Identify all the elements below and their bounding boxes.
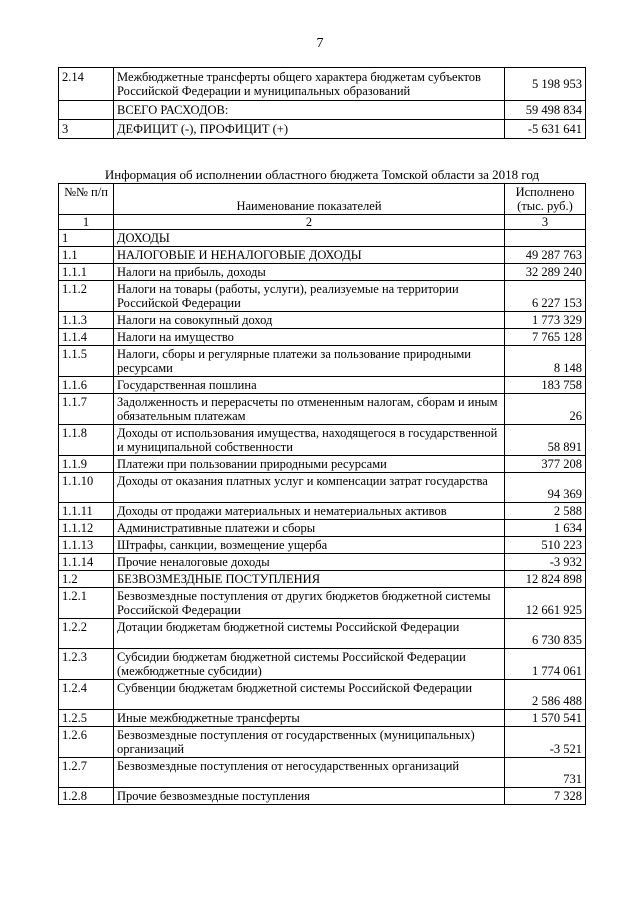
row-value: 49 287 763: [505, 247, 586, 264]
header-number: №№ п/п: [59, 184, 114, 215]
row-number: 1.2.5: [59, 710, 114, 727]
page-number: 7: [316, 36, 324, 51]
row-name: Административные платежи и сборы: [114, 520, 505, 537]
table-row: [59, 554, 586, 571]
table-row: [59, 571, 586, 588]
header-value: Исполнено (тыс. руб.): [505, 184, 586, 215]
row-value: 7 765 128: [505, 329, 586, 346]
row-value: 377 208: [505, 456, 586, 473]
row-number: 1.1.12: [59, 520, 114, 537]
row-value: 6 730 835: [505, 619, 586, 649]
row-value: 1 774 061: [505, 649, 586, 680]
row-name: Задолженность и перерасчеты по отмененным налогам, сборам и иным обязательным платежам: [114, 394, 505, 425]
row-name: Налоги на товары (работы, услуги), реализуемые на территории Российской Федерации: [114, 281, 505, 312]
table-title: Информация об исполнении областного бюджета Томской области за 2018 год: [104, 167, 540, 182]
row-value: 1 773 329: [505, 312, 586, 329]
table-row: [59, 503, 586, 520]
row-value: -3 521: [505, 727, 586, 758]
row-value: 6 227 153: [505, 281, 586, 312]
row-value: 1 634: [505, 520, 586, 537]
row-number: 1.2.6: [59, 727, 114, 758]
row-value: -3 932: [505, 554, 586, 571]
table-row: [59, 788, 586, 805]
column-number: 3: [505, 215, 586, 230]
row-number: [59, 101, 114, 120]
row-name: Налоги на прибыль, доходы: [114, 264, 505, 281]
row-value: 26: [505, 394, 586, 425]
row-value: 7 328: [505, 788, 586, 805]
row-number: 1.1.4: [59, 329, 114, 346]
row-number: 1.2.1: [59, 588, 114, 619]
row-number: 1.1.8: [59, 425, 114, 456]
row-number: 1.2.8: [59, 788, 114, 805]
row-number: 2.14: [59, 68, 114, 101]
row-number: 1.1.14: [59, 554, 114, 571]
row-name: Безвозмездные поступления от государственных (муниципальных) организаций: [114, 727, 505, 758]
row-value: 8 148: [505, 346, 586, 377]
table-row: [59, 680, 586, 710]
table-row: [59, 588, 586, 619]
row-number: 1.2.7: [59, 758, 114, 788]
row-value: 32 289 240: [505, 264, 586, 281]
row-number: 1: [59, 230, 114, 247]
row-name: ВСЕГО РАСХОДОВ:: [114, 101, 505, 120]
row-value: 1 570 541: [505, 710, 586, 727]
table-row: [59, 247, 586, 264]
row-name: ДОХОДЫ: [114, 230, 505, 247]
row-name: Дотации бюджетам бюджетной системы Российской Федерации: [114, 619, 505, 649]
row-name: Государственная пошлина: [114, 377, 505, 394]
row-name: БЕЗВОЗМЕЗДНЫЕ ПОСТУПЛЕНИЯ: [114, 571, 505, 588]
row-name: Иные межбюджетные трансферты: [114, 710, 505, 727]
table-row: [59, 230, 586, 247]
table-header: [59, 184, 586, 215]
row-value: 58 891: [505, 425, 586, 456]
row-number: 1.1: [59, 247, 114, 264]
row-value: 183 758: [505, 377, 586, 394]
row-number: 1.2.2: [59, 619, 114, 649]
table-row: [59, 120, 586, 139]
row-value: 2 588: [505, 503, 586, 520]
row-name: Межбюджетные трансферты общего характера бюджетам субъектов Российской Федерации и муниципальных образований: [114, 68, 505, 101]
row-value: 94 369: [505, 473, 586, 503]
budget-execution-table: [58, 183, 586, 805]
table-row: [59, 346, 586, 377]
row-number: 1.2: [59, 571, 114, 588]
row-number: 1.1.3: [59, 312, 114, 329]
row-number: 1.2.3: [59, 649, 114, 680]
table-row: [59, 425, 586, 456]
row-number: 1.1.13: [59, 537, 114, 554]
row-name: НАЛОГОВЫЕ И НЕНАЛОГОВЫЕ ДОХОДЫ: [114, 247, 505, 264]
column-number: 1: [59, 215, 114, 230]
row-name: Налоги на совокупный доход: [114, 312, 505, 329]
row-value: 2 586 488: [505, 680, 586, 710]
table-row: [59, 329, 586, 346]
table-row: [59, 520, 586, 537]
row-name: Доходы от использования имущества, находящегося в государственной и муниципальной собственности: [114, 425, 505, 456]
row-number: 1.1.7: [59, 394, 114, 425]
table-row: [59, 377, 586, 394]
row-name: Субсидии бюджетам бюджетной системы Российской Федерации (межбюджетные субсидии): [114, 649, 505, 680]
row-value: [505, 230, 586, 247]
row-name: Прочие неналоговые доходы: [114, 554, 505, 571]
row-value: 12 824 898: [505, 571, 586, 588]
row-value: 59 498 834: [505, 101, 586, 120]
row-value: 12 661 925: [505, 588, 586, 619]
row-number: 3: [59, 120, 114, 139]
row-number: 1.2.4: [59, 680, 114, 710]
table-row: [59, 710, 586, 727]
row-name: Налоги на имущество: [114, 329, 505, 346]
row-number: 1.1.5: [59, 346, 114, 377]
expenses-summary-table: [58, 67, 586, 139]
row-number: 1.1.2: [59, 281, 114, 312]
row-value: 731: [505, 758, 586, 788]
row-name: Субвенции бюджетам бюджетной системы Российской Федерации: [114, 680, 505, 710]
row-number: 1.1.1: [59, 264, 114, 281]
row-number: 1.1.10: [59, 473, 114, 503]
row-value: 5 198 953: [505, 68, 586, 101]
header-name: Наименование показателей: [114, 184, 505, 215]
row-name: Платежи при пользовании природными ресурсами: [114, 456, 505, 473]
row-name: Безвозмездные поступления от других бюджетов бюджетной системы Российской Федерации: [114, 588, 505, 619]
row-number: 1.1.9: [59, 456, 114, 473]
table-row: [59, 264, 586, 281]
row-value: -5 631 641: [505, 120, 586, 139]
table-row: [59, 68, 586, 101]
table-row: [59, 649, 586, 680]
table-row: [59, 727, 586, 758]
table-row: [59, 619, 586, 649]
table-row: [59, 473, 586, 503]
table-row: [59, 537, 586, 554]
table-row: [59, 101, 586, 120]
row-name: Безвозмездные поступления от негосударственных организаций: [114, 758, 505, 788]
row-name: Доходы от продажи материальных и нематериальных активов: [114, 503, 505, 520]
row-name: Штрафы, санкции, возмещение ущерба: [114, 537, 505, 554]
row-value: 510 223: [505, 537, 586, 554]
table-row: [59, 758, 586, 788]
table-row: [59, 281, 586, 312]
table-row: [59, 456, 586, 473]
row-number: 1.1.6: [59, 377, 114, 394]
column-number: 2: [114, 215, 505, 230]
row-name: Доходы от оказания платных услуг и компенсации затрат государства: [114, 473, 505, 503]
table-row: [59, 312, 586, 329]
row-name: Прочие безвозмездные поступления: [114, 788, 505, 805]
column-number-row: [59, 215, 586, 230]
row-name: ДЕФИЦИТ (-), ПРОФИЦИТ (+): [114, 120, 505, 139]
row-number: 1.1.11: [59, 503, 114, 520]
row-name: Налоги, сборы и регулярные платежи за пользование природными ресурсами: [114, 346, 505, 377]
table-row: [59, 394, 586, 425]
